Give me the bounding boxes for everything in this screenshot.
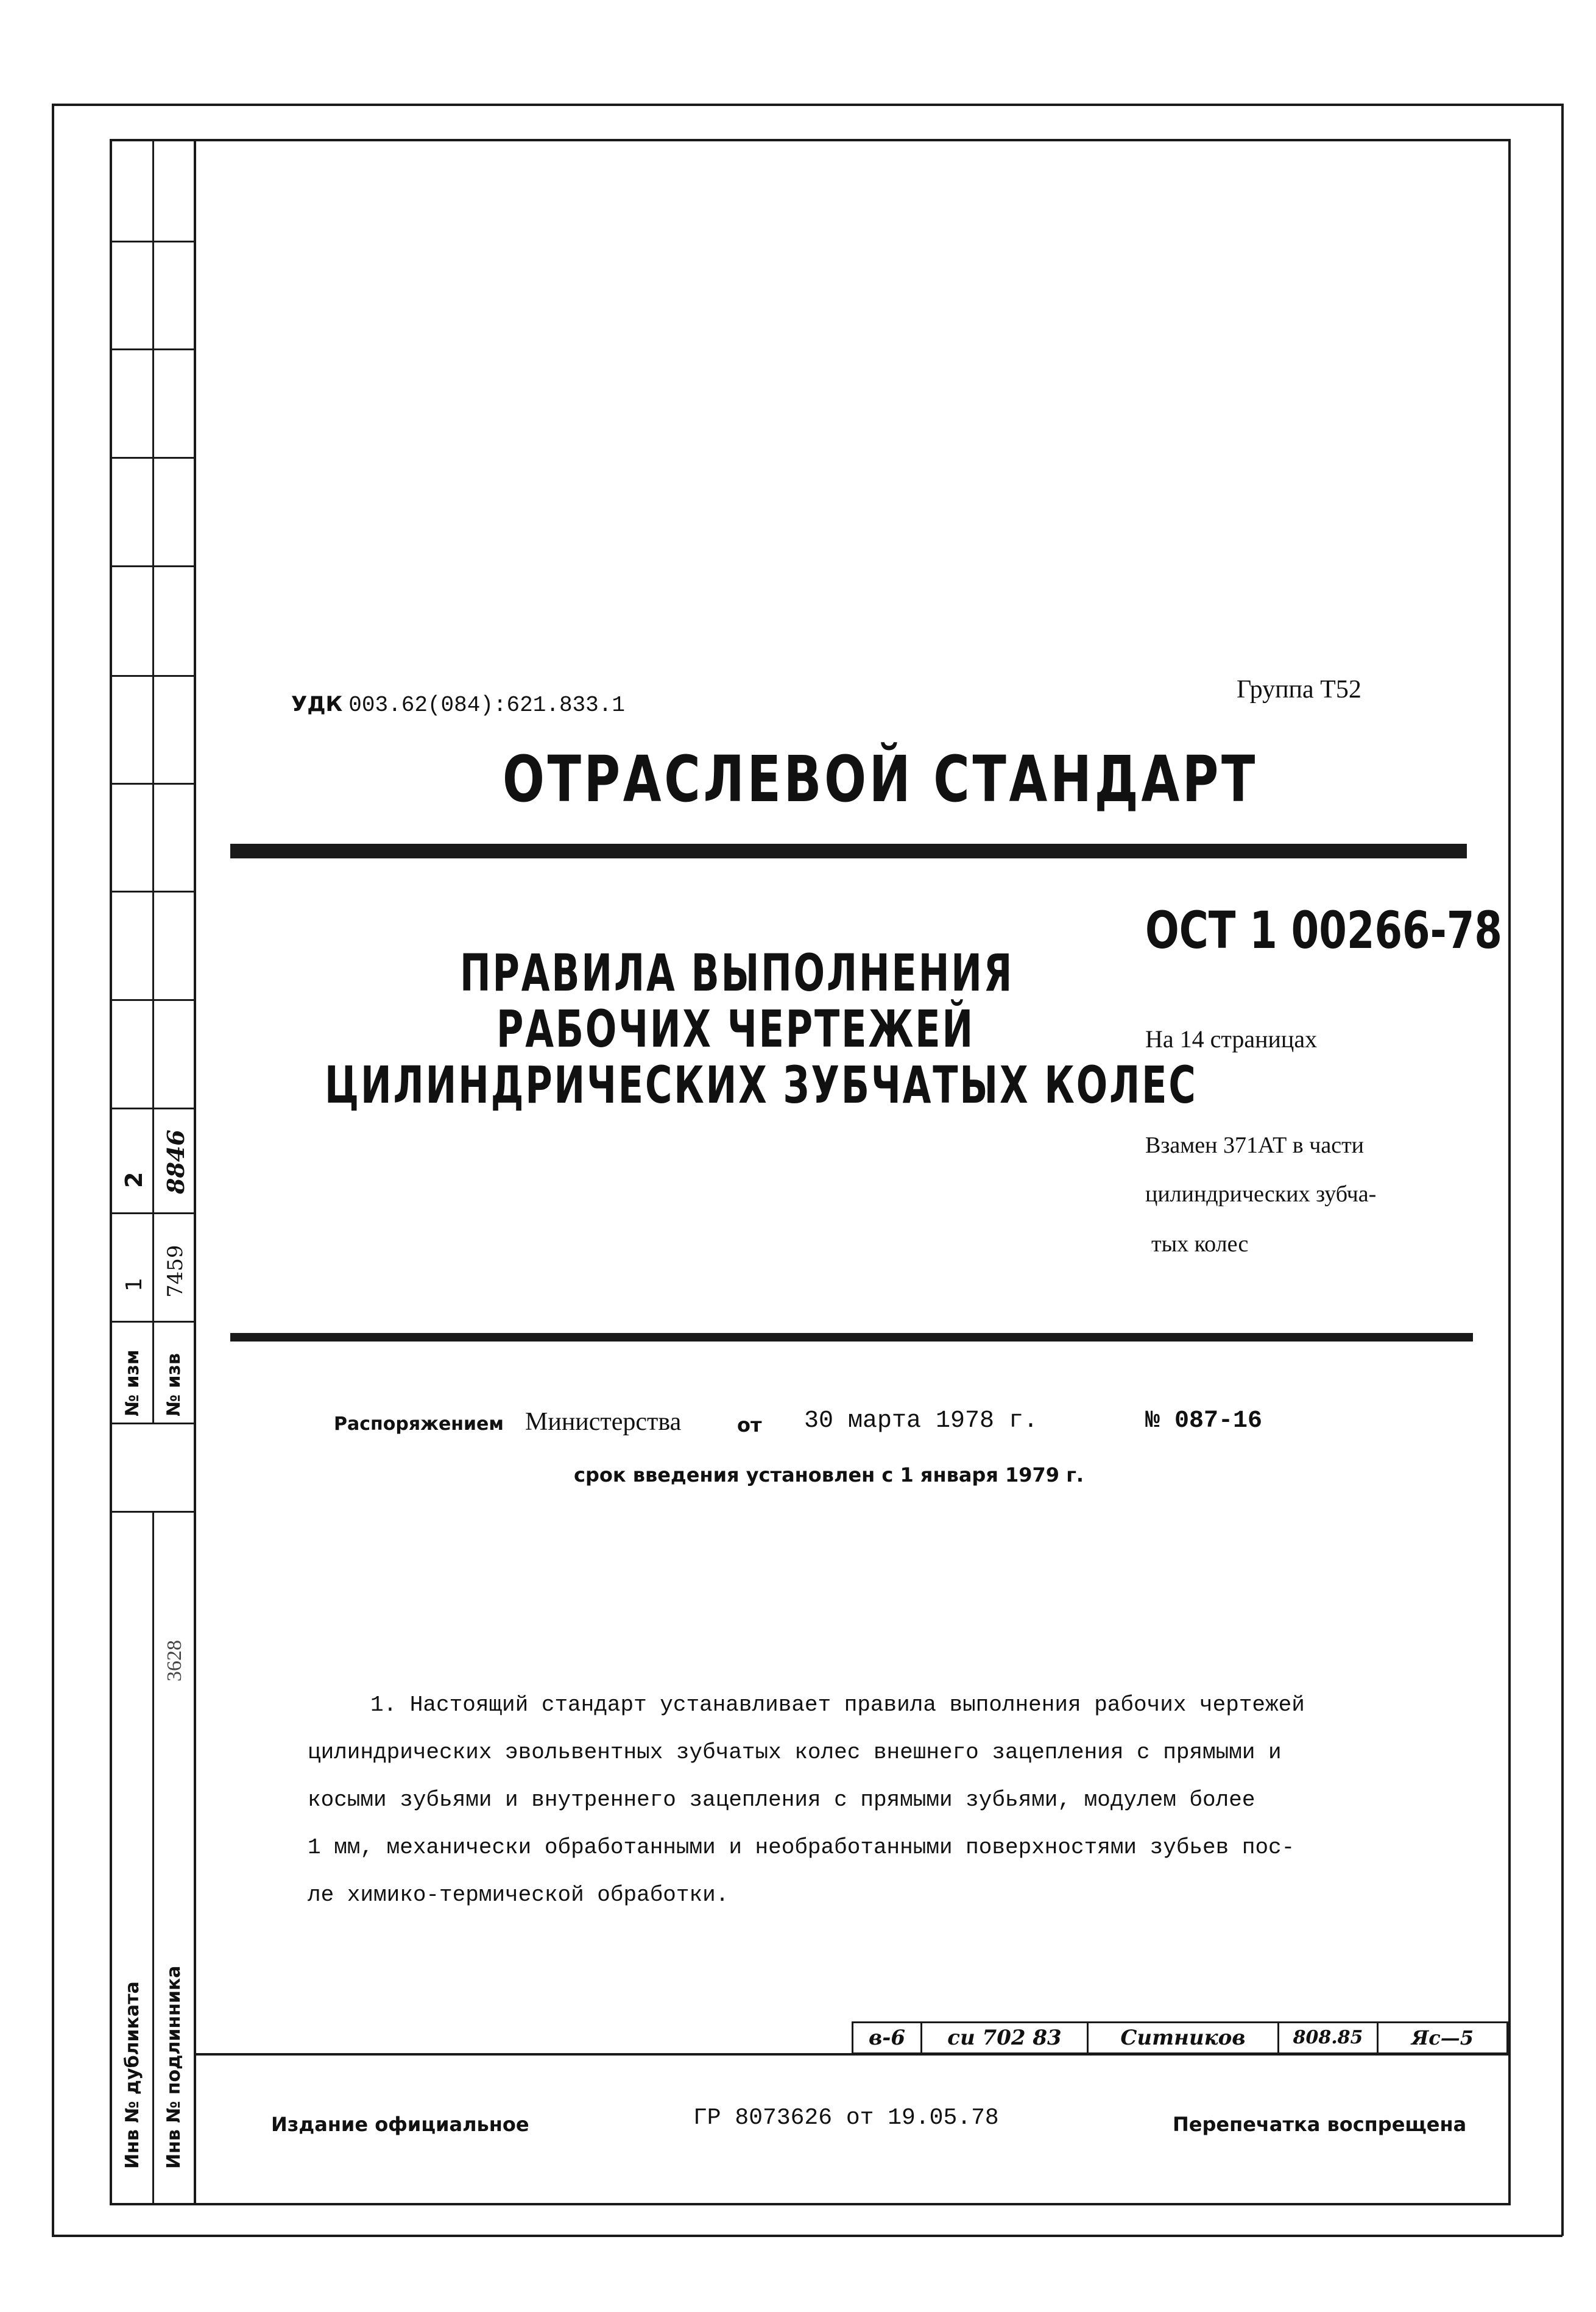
side-table-divider-3	[152, 1511, 154, 2204]
page-count: На 14 страницах	[1145, 1025, 1318, 1053]
outer-frame-top	[52, 104, 1562, 106]
inner-frame-bottom	[110, 2203, 1511, 2205]
stamp-cell-3: Ситников	[1089, 2023, 1279, 2052]
udk-label: УДК	[291, 692, 343, 716]
side-table-divider-1	[152, 139, 154, 1424]
standard-code: ОСТ 1 00266-78	[1145, 900, 1503, 960]
inner-frame-left	[110, 139, 112, 2204]
body-line-4: 1 мм, механически обработанными и необработанными поверхностями зубьев пос-	[308, 1835, 1295, 1860]
gr-registration: ГР 8073626 от 19.05.78	[693, 2105, 999, 2131]
udk	[291, 688, 625, 718]
replaces-line-3: тых колес	[1151, 1231, 1249, 1257]
outer-frame-right	[1561, 104, 1564, 2236]
outer-frame-bottom	[52, 2235, 1562, 2237]
stamp-box	[852, 2021, 1508, 2054]
thick-rule-bottom	[230, 1333, 1473, 1342]
standard-name-line-2: РАБОЧИХ ЧЕРТЕЖЕЙ	[496, 999, 975, 1059]
effective-date: срок введения установлен с 1 января 1979 г.	[574, 1463, 1084, 1487]
replaces-text-1: Взамен 371АТ в части	[1145, 1133, 1365, 1158]
side-row-line	[110, 999, 195, 1001]
stamp-cell-4: 808.85	[1279, 2023, 1379, 2052]
rev-value-1: 1	[122, 1278, 147, 1292]
notice-label: № изв	[163, 1353, 185, 1416]
notice-value-2: 8846	[162, 1129, 189, 1194]
replaces-line-2: цилиндрических зубча-	[1145, 1181, 1377, 1207]
inner-frame-right	[1508, 139, 1511, 2204]
body-line-2: цилиндрических эвольвентных зубчатых колес внешнего зацепления с прямыми и	[308, 1740, 1282, 1765]
standard-name-line-3: ЦИЛИНДРИЧЕСКИХ ЗУБЧАТЫХ КОЛЕС	[325, 1055, 1198, 1115]
side-row-line	[110, 783, 195, 785]
side-row-line	[110, 348, 195, 350]
side-table-divider-2	[194, 139, 196, 2204]
side-row-line	[110, 891, 195, 893]
orig-label: Инв № подлинника	[163, 1965, 185, 2169]
standard-name-line-1: ПРАВИЛА ВЫПОЛНЕНИЯ	[460, 943, 1014, 1003]
group-label: Группа Т52	[1237, 676, 1361, 704]
orig-value: 3628	[163, 1640, 186, 1681]
reprint-notice: Перепечатка воспрещена	[1173, 2113, 1467, 2136]
stamp-cell-5: Яс—5	[1411, 2026, 1474, 2049]
body-line-5: ле химико-термической обработки.	[308, 1882, 729, 1907]
stamp-cell-2: си 702 83	[922, 2023, 1089, 2052]
decree-from: от	[737, 1413, 762, 1437]
rev-label: № изм	[122, 1349, 143, 1416]
document-type-title: ОТРАСЛЕВОЙ СТАНДАРТ	[503, 742, 1259, 816]
decree-number: № 087-16	[1145, 1407, 1263, 1435]
stamp-cell-1: в-6	[853, 2023, 922, 2052]
dup-label: Инв № дубликата	[122, 1981, 143, 2169]
decree-date: 30 марта 1978 г.	[804, 1407, 1039, 1435]
side-row-line	[110, 1511, 195, 1513]
replaces-line-1	[1145, 1132, 1364, 1159]
decree-label: Распоряжением	[334, 1413, 504, 1435]
side-row-line	[110, 1321, 195, 1323]
side-row-line	[110, 565, 195, 567]
side-row-line	[110, 457, 195, 459]
edition-label: Издание официальное	[271, 2113, 529, 2136]
thick-rule-top	[230, 844, 1467, 858]
side-row-line	[110, 1108, 195, 1109]
side-row-line	[110, 1423, 195, 1424]
side-row-line	[110, 1212, 195, 1214]
notice-value-1: 7459	[163, 1245, 188, 1298]
side-row-line	[110, 241, 195, 242]
decree-ministry: Министерства	[525, 1408, 682, 1436]
inner-frame-top	[110, 139, 1511, 141]
side-row-line	[110, 675, 195, 677]
body-line-1: 1. Настоящий стандарт устанавливает правила выполнения рабочих чертежей	[370, 1692, 1305, 1717]
outer-frame-left	[52, 104, 54, 2236]
udk-value: 003.62(084):621.833.1	[348, 693, 625, 718]
rev-value-2: 2	[121, 1172, 147, 1188]
body-line-3: косыми зубьями и внутреннего зацепления с прямыми зубьями, модулем более	[308, 1787, 1255, 1812]
